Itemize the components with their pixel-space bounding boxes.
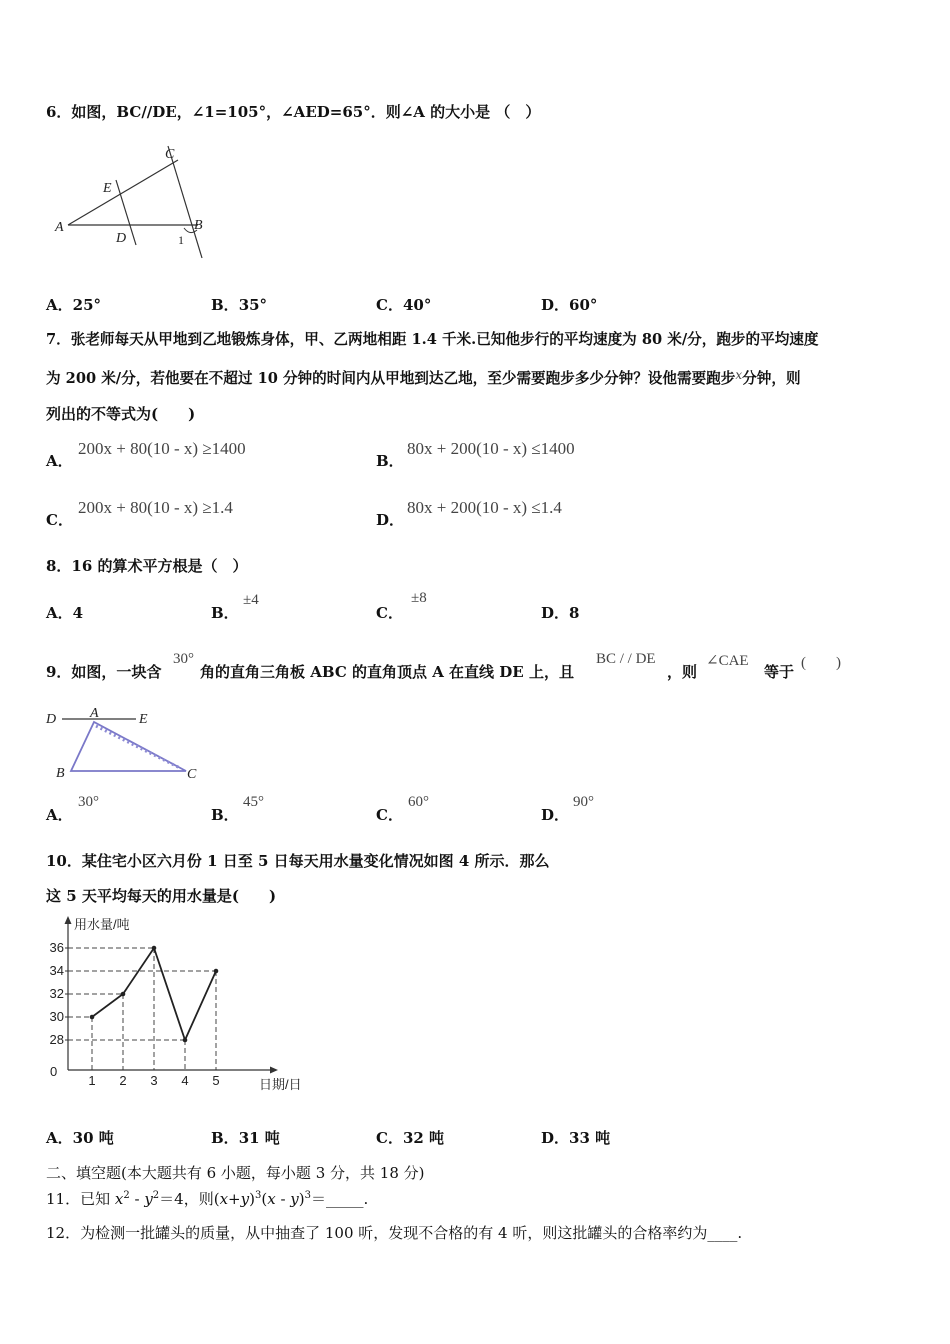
q8-stem: 8．16 的算术平方根是（ ） <box>46 557 248 575</box>
q6-stem: 6．如图，BC//DE，∠1=105°，∠AED=65°．则∠A 的大小是 （ ） <box>46 103 541 121</box>
q9-label-d: D <box>46 712 57 727</box>
q9-option-b-value: 45° <box>243 794 264 810</box>
q9-option-d-letter: D． <box>541 806 570 824</box>
chart-origin-label: 0 <box>50 1064 58 1079</box>
q10-line2: 这 5 天平均每天的用水量是( ) <box>46 887 277 905</box>
q8-option-c-value: ±8 <box>411 590 427 606</box>
q9-stem-part2: 角的直角三角板 ABC 的直角顶点 A 在直线 DE 上，且 <box>200 663 574 681</box>
q6-line-ac <box>68 160 178 225</box>
q8-option-b-letter: B． <box>211 604 239 622</box>
chart-x-tick-label: 5 <box>212 1073 220 1088</box>
q7-line1: 7．张老师每天从甲地到乙地锻炼身体，甲、乙两地相距 1.4 千米.已知他步行的平均速度为 80 米/分，跑步的平均速度 <box>46 331 819 348</box>
q12-text: 12．为检测一批罐头的质量，从中抽查了 100 听，发现不合格的有 4 听，则这批罐头的合格率约为____. <box>46 1224 743 1242</box>
q6-label-d: D <box>116 231 127 246</box>
q8-option-b-value: ±4 <box>243 592 259 608</box>
q7-option-c-expr: 200x + 80(10 - x) ≥1.4 <box>78 498 233 517</box>
q9-stem-part3: ，则 <box>667 663 698 681</box>
q9-label-b: B <box>56 766 65 781</box>
q6-option-d: D．60° <box>541 296 598 314</box>
chart-point <box>183 1038 188 1043</box>
section2-heading: 二、填空题(本大题共有 6 小题，每小题 3 分，共 18 分) <box>46 1164 425 1182</box>
q9-angle-cae: ∠CAE <box>706 653 749 669</box>
q9-option-c-value: 60° <box>408 794 429 810</box>
q9-label-a: A <box>90 706 99 721</box>
q7-option-d-letter: D． <box>376 511 405 529</box>
chart-point <box>90 1015 95 1020</box>
q7-option-d-expr: 80x + 200(10 - x) ≤1.4 <box>407 498 562 517</box>
q6-label-1: 1 <box>178 233 184 247</box>
chart-y-tick-label: 36 <box>49 940 64 955</box>
q10-chart <box>40 910 330 1095</box>
q9-figure <box>44 702 214 782</box>
q9-option-a-letter: A． <box>46 806 73 824</box>
chart-x-tick-label: 2 <box>119 1073 127 1088</box>
q7-line3: 列出的不等式为( ) <box>46 405 196 423</box>
q9-stem-part1: 9．如图，一块含 <box>46 663 162 681</box>
chart-x-arrow <box>270 1067 278 1074</box>
q9-option-c-letter: C． <box>376 806 403 824</box>
chart-y-tick-label: 32 <box>49 986 64 1001</box>
q6-label-b: B <box>194 218 203 233</box>
q9-parallel-expr: BC / / DE <box>596 651 656 667</box>
q10-option-d: D．33 吨 <box>541 1129 611 1147</box>
q9-paren: ( ) <box>801 655 841 671</box>
q6-label-c: C <box>165 147 175 162</box>
q7-option-b-expr: 80x + 200(10 - x) ≤1400 <box>407 439 575 458</box>
chart-x-tick-label: 1 <box>88 1073 96 1088</box>
q10-option-b: B．31 吨 <box>211 1129 280 1147</box>
q9-label-c: C <box>187 767 197 782</box>
q9-option-b-letter: B． <box>211 806 239 824</box>
q8-option-a: A．4 <box>46 604 84 622</box>
chart-y-tick-label: 34 <box>49 963 64 978</box>
q11-text: 11．已知 $x^2 - y^2=4$，则$(x+y)^3(x$ - y)$^3$＝_____. <box>46 1190 369 1208</box>
chart-point <box>214 969 219 974</box>
q10-option-a: A．30 吨 <box>46 1129 114 1147</box>
chart-point <box>121 992 126 997</box>
q6-line-bc <box>168 146 202 258</box>
q7-option-a-expr: 200x + 80(10 - x) ≥1400 <box>78 439 246 458</box>
q9-label-e: E <box>139 712 148 727</box>
q8-option-c-letter: C． <box>376 604 403 622</box>
chart-y-label: 用水量/吨 <box>74 917 130 932</box>
q7-option-b-letter: B． <box>376 452 404 470</box>
q9-angle-30: 30° <box>173 651 194 667</box>
chart-x-tick-label: 3 <box>150 1073 158 1088</box>
chart-y-tick-label: 30 <box>49 1009 64 1024</box>
q9-option-d-value: 90° <box>573 794 594 810</box>
q6-option-c: C．40° <box>376 296 432 314</box>
q9-stem-part4: 等于 <box>764 663 795 681</box>
q6-option-b: B．35° <box>211 296 268 314</box>
chart-x-tick-label: 4 <box>181 1073 189 1088</box>
q6-label-a: A <box>55 220 64 235</box>
q9-option-a-value: 30° <box>78 794 99 810</box>
q6-label-e: E <box>103 181 112 196</box>
q6-option-a: A．25° <box>46 296 102 314</box>
q7-line2: 为 200 米/分，若他要在不超过 10 分钟的时间内从甲地到达乙地，至少需要跑步多少分钟？设他需要跑步$^x$分钟，则 <box>46 368 801 387</box>
q7-option-a-letter: A． <box>46 452 73 470</box>
q8-option-d: D．8 <box>541 604 580 622</box>
q7-option-c-letter: C． <box>46 511 73 529</box>
q6-figure <box>50 140 220 260</box>
q10-line1: 10．某住宅小区六月份 1 日至 5 日每天用水量变化情况如图 4 所示．那么 <box>46 852 550 870</box>
q10-option-c: C．32 吨 <box>376 1129 445 1147</box>
chart-point <box>152 946 157 951</box>
chart-y-arrow <box>65 916 72 924</box>
chart-x-label: 日期/日 <box>259 1077 302 1092</box>
chart-y-tick-label: 28 <box>49 1032 64 1047</box>
